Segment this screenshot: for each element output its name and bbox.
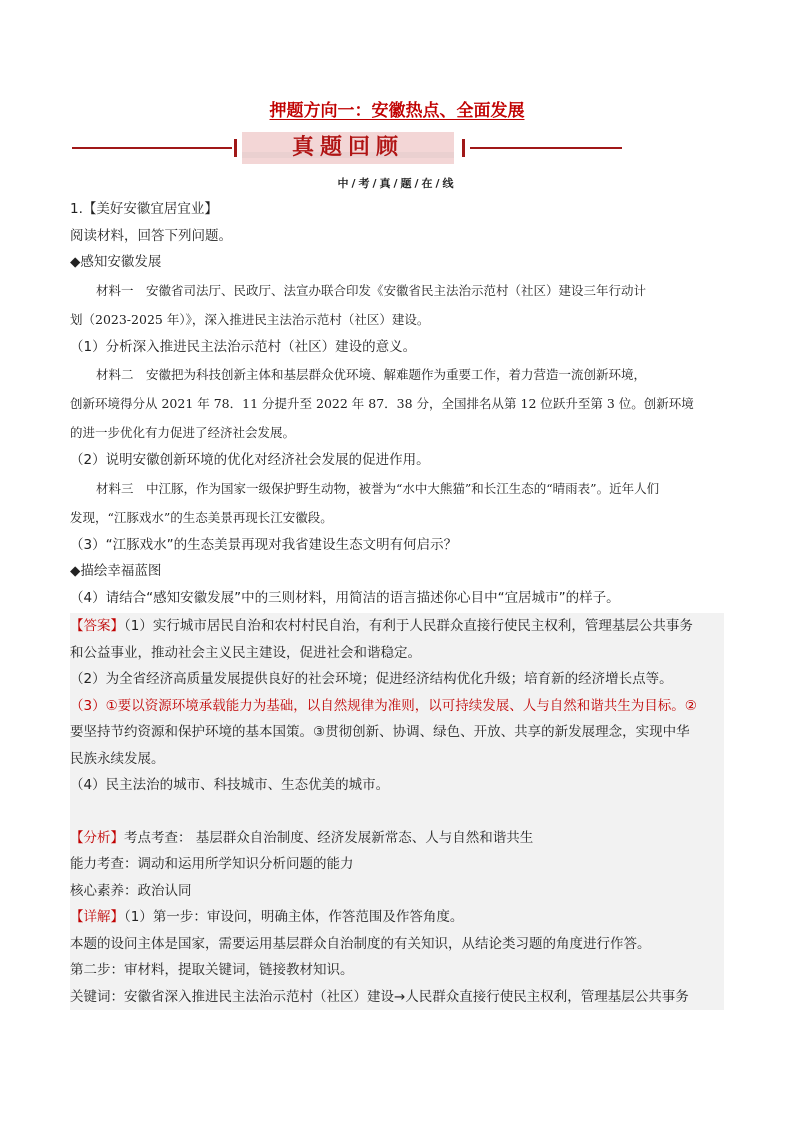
section-heading-1: ◆感知安徽发展 xyxy=(70,254,162,270)
answer-1-line-1: 【答案】（1）实行城市居民自治和农村村民自治，有利于人民群众直接行使民主权利，管理基层公共事务 xyxy=(70,618,693,634)
detail-tag: 【详解】 xyxy=(70,909,124,925)
detail-step-2: 第二步：审材料，提取关键词，链接教材知识。 xyxy=(70,962,354,978)
analysis-suyang: 核心素养：政治认同 xyxy=(70,882,192,899)
banner-left-tick xyxy=(234,139,237,157)
question-4: （4）请结合“感知安徽发展”中的三则材料，用简洁的语言描述你心目中“宜居城市”的样子。 xyxy=(70,589,620,606)
page-title: 押题方向一：安徽热点、全面发展 xyxy=(269,101,525,121)
answer-tag: 【答案】 xyxy=(70,618,124,634)
material-2: 材料二 安徽把为科技创新主体和基层群众优环境、解难题作为重要工作，着力营造一流创新环境， 创新环境得分从 2021 年 78．11 分提升至 2022 年 87．38 分，全国排名从第 12 位跃升至第 3 位。创新环境 的进一步优化有力促进了经济社会发展。 xyxy=(70,367,694,440)
banner-label: 真题回顾 xyxy=(291,135,404,160)
question-1: （1）分析深入推进民主法治示范村（社区）建设的意义。 xyxy=(70,338,417,355)
material-3: 材料三 中江豚，作为国家一级保护野生动物，被誉为“水中大熊猫”和长江生态的“晴雨表”。近年人们 发现，“江豚戏水”的生态美景再现长江安徽段。 xyxy=(70,480,660,525)
question-content xyxy=(70,196,724,1010)
banner-right-line xyxy=(470,147,622,149)
answer-3-line-2: 要坚持节约资源和保护环境的基本国策。③贯彻创新、协调、绿色、开放、共享的新发展理念，实现中华 xyxy=(70,724,690,740)
banner-subtitle: 中/考/真/题/在/线 xyxy=(337,177,457,190)
analysis-tag: 【分析】 xyxy=(70,829,124,846)
question-2: （2）说明安徽创新环境的优化对经济社会发展的促进作用。 xyxy=(70,452,430,468)
banner-left-line xyxy=(72,147,232,149)
analysis-kaodian: 【分析】考点考查： 基层群众自治制度、经济发展新常态、人与自然和谐共生 xyxy=(70,829,534,846)
answer-1-line-2: 和公益事业，推动社会主义民主建设，促进社会和谐稳定。 xyxy=(70,644,421,661)
answer-4: （4）民主法治的城市、科技城市、生态优美的城市。 xyxy=(70,777,390,793)
section-banner xyxy=(72,132,724,166)
answer-3-line-1: （3）①要以资源环境承载能力为基础，以自然规律为准则，以可持续发展、人与自然和谐共生为目标。② xyxy=(70,697,697,714)
section-heading-2: ◆描绘幸福蓝图 xyxy=(70,563,162,579)
material-1: 材料一 安徽省司法厅、民政厅、法宣办联合印发《安徽省民主法治示范村（社区）建设三年行动计 划（2023-2025 年）》，深入推进民主法治示范村（社区）建设。 xyxy=(70,282,647,327)
detail-step-1-desc: 本题的设问主体是国家，需要运用基层群众自治制度的有关知识，从结论类习题的角度进行作答。 xyxy=(70,935,651,952)
detail-step-1: 【详解】（1）第一步：审设问，明确主体，作答范围及作答角度。 xyxy=(70,909,464,925)
banner-right-tick xyxy=(462,139,465,157)
answer-block xyxy=(70,613,724,1010)
answer-2: （2）为全省经济高质量发展提供良好的社会环境；促进经济结构优化升级；培育新的经济增长点等。 xyxy=(70,671,673,687)
banner-box xyxy=(242,132,454,164)
analysis-nengli: 能力考查：调动和运用所学知识分析问题的能力 xyxy=(70,856,354,872)
question-3: （3）“江豚戏水”的生态美景再现对我省建设生态文明有何启示？ xyxy=(70,536,458,553)
answer-3-line-3: 民族永续发展。 xyxy=(70,750,165,767)
question-heading: 1.【美好安徽宜居宜业】 xyxy=(70,201,218,217)
question-intro: 阅读材料，回答下列问题。 xyxy=(70,227,232,244)
detail-keywords: 关键词：安徽省深入推进民主法治示范村（社区）建设→人民群众直接行使民主权利，管理基层公共事务 xyxy=(70,988,689,1005)
